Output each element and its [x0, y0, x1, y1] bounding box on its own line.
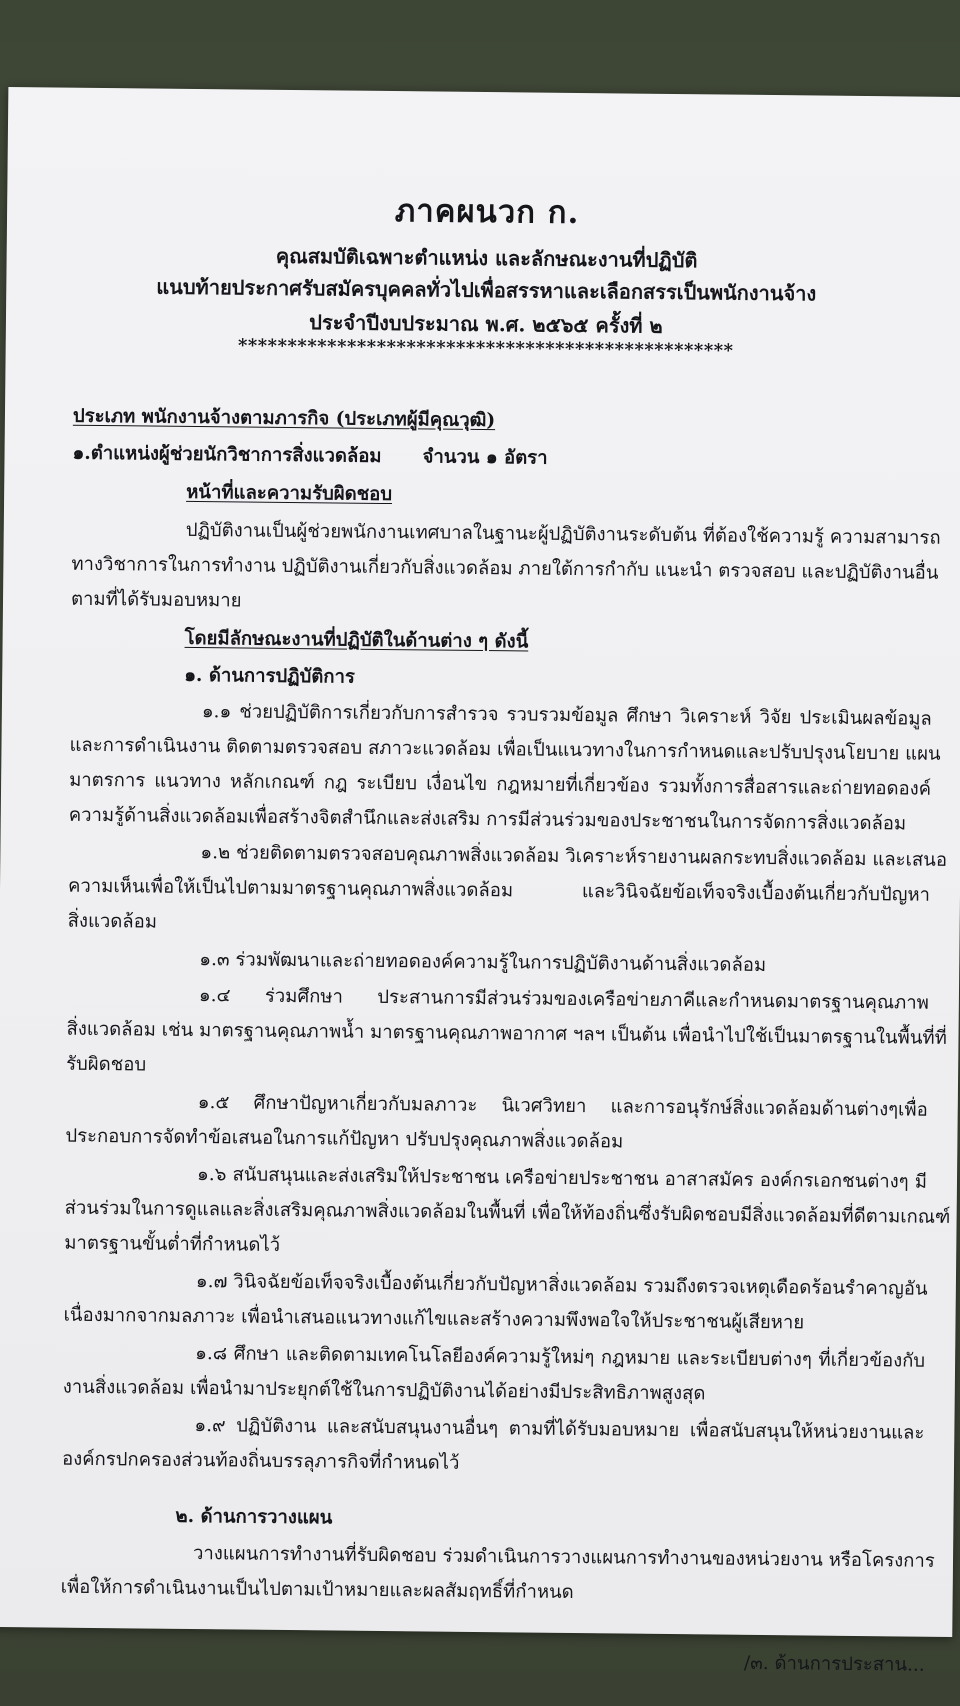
item-1-6-line-2: ส่วนร่วมในการดูแลและสิ่งเสริมคุณภาพสิ่งแวดล้อมในพื้นที่ เพื่อให้ท้องถิ่นซึ่งรับผิดชอบมีสิ่งแวดล้อมที่ดีตามเกณฑ์ — [64, 1197, 951, 1228]
subtitle-qualifications: คุณสมบัติเฉพาะตำแหน่ง และลักษณะงานที่ปฏิบัติ — [275, 243, 698, 273]
section1-heading: ๑. ด้านการปฏิบัติการ — [184, 664, 356, 688]
duties-line-1: ปฏิบัติงานเป็นผู้ช่วยพนักงานเทศบาลในฐานะผู้ปฏิบัติงานระดับต้น ที่ต้องใช้ความรู้ ความสามารถ — [185, 519, 941, 549]
section2-heading: ๒. ด้านการวางแผน — [175, 1505, 333, 1529]
item-1-1-line-3: มาตรการ แนวทาง หลักเกณฑ์ กฎ ระเบียบ เงื่อนไข กฎหมายที่เกี่ยวข้อง รวมทั้งการสื่อสารและถ่ายทอดองค์ — [69, 769, 932, 800]
continuation-note: /๓. ด้านการประสาน... — [743, 1652, 925, 1676]
item-1-5-line-1: ๑.๕ ศึกษาปัญหาเกี่ยวกับมลภาวะ นิเวศวิทยา และการอนุรักษ์สิ่งแวดล้อมด้านต่างๆเพื่อ — [197, 1092, 928, 1121]
item-1-7-line-2: เนื่องมากจากมลภาวะ เพื่อนำเสนอแนวทางแก้ไขและสร้างความพึงพอใจให้ประชาชนผู้เสียหาย — [63, 1304, 805, 1334]
item-1-2-line-3: สิ่งแวดล้อม — [67, 910, 158, 933]
document-title: ภาคผนวก ก. — [394, 193, 580, 232]
item-1-3-line-1: ๑.๓ ร่วมพัฒนาและถ่ายทอดองค์ความรู้ในการปฏิบัติงานด้านสิ่งแวดล้อม — [199, 949, 767, 976]
item-1-1-line-4: ความรู้ด้านสิ่งแวดล้อมเพื่อสร้างจิตสำนึกและส่งเสริม การมีส่วนร่วมของประชาชนในการจัดการสิ่งแวดล้อม — [68, 804, 907, 835]
item-1-2-line-2: ความเห็นเพื่อให้เป็นไปตามมาตรฐานคุณภาพสิ่งแวดล้อม และวินิจฉัยข้อเท็จจริงเบื้องต้นเกี่ยวกับปัญหา — [67, 875, 931, 906]
position-count: จำนวน ๑ อัตรา — [422, 446, 548, 469]
subtitle-announcement: แนบท้ายประกาศรับสมัครบุคคลทั่วไปเพื่อสรรหาและเลือกสรรเป็นพนักงานจ้าง — [156, 274, 817, 306]
item-1-6-line-3: มาตรฐานขั้นต่ำที่กำหนดไว้ — [64, 1232, 281, 1256]
duties-line-2: ทางวิชาการในการทำงาน ปฏิบัติงานเกี่ยวกับสิ่งแวดล้อม ภายใต้การกำกับ แนะนำ ตรวจสอบ และปฏิบัติงานอื่น — [71, 553, 939, 584]
item-1-9-line-1: ๑.๙ ปฏิบัติงาน และสนับสนุนงานอื่นๆ ตามที่ได้รับมอบหมาย เพื่อสนับสนุนให้หน่วยงานและ — [194, 1415, 925, 1444]
item-1-8-line-2: งานสิ่งแวดล้อม เพื่อนำมาประยุกต์ใช้ในการปฏิบัติงานได้อย่างมีประสิทธิภาพสูงสุด — [62, 1376, 706, 1405]
position-title: ๑.ตำแหน่งผู้ช่วยนักวิชาการสิ่งแวดล้อม — [72, 442, 382, 467]
employee-category: ประเภท พนักงานจ้างตามภารกิจ (ประเภทผู้มีคุณวุฒิ) — [72, 405, 496, 432]
item-1-9-line-2: องค์กรปกครองส่วนท้องถิ่นบรรลุภารกิจที่กำหนดไว้ — [61, 1448, 460, 1474]
subtitle-fiscal-year: ประจำปีงบประมาณ พ.ศ. ๒๕๖๕ ครั้งที่ ๒ — [309, 310, 663, 338]
item-1-4-line-2: สิ่งแวดล้อม เช่น มาตรฐานคุณภาพน้ำ มาตรฐานคุณภาพอากาศ ฯลฯ เป็นต้น เพื่อนำไปใช้เป็นมาตรฐานในพื้นที่ที่ — [66, 1018, 947, 1049]
characteristics-heading: โดยมีลักษณะงานที่ปฏิบัติในด้านต่าง ๆ ดังนี้ — [184, 627, 529, 653]
duties-line-3: ตามที่ได้รับมอบหมาย — [70, 588, 242, 612]
item-1-1-line-2: และการดำเนินงาน ติดตามตรวจสอบ สภาวะแวดล้อม เพื่อเป็นแนวทางในการกำหนดและปรับปรุงนโยบาย แผน — [69, 734, 941, 765]
item-1-8-line-1: ๑.๘ ศึกษา และติดตามเทคโนโลยีองค์ความรู้ใหม่ๆ กฎหมาย และระเบียบต่างๆ ที่เกี่ยวข้องกับ — [195, 1343, 926, 1372]
item-1-7-line-1: ๑.๗ วินิจฉัยข้อเท็จจริงเบื้องต้นเกี่ยวกับปัญหาสิ่งแวดล้อม รวมถึงตรวจเหตุเดือดร้อนรำคาญอัน — [195, 1271, 928, 1300]
document-page — [0, 87, 960, 1676]
item-1-2-line-1: ๑.๒ ช่วยติดตามตรวจสอบคุณภาพสิ่งแวดล้อม วิเคราะห์รายงานผลกระทบสิ่งแวดล้อม และเสนอ — [200, 842, 948, 871]
section2-line-2: เพื่อให้การดำเนินงานเป็นไปตามเป้าหมายและผลสัมฤทธิ์ที่กำหนด — [60, 1576, 574, 1604]
section2-line-1: วางแผนการทำงานที่รับผิดชอบ ร่วมดำเนินการวางแผนการทำงานของหน่วยงาน หรือโครงการ — [192, 1543, 935, 1572]
item-1-4-line-1: ๑.๔ ร่วมศึกษา ประสานการมีส่วนร่วมของเครือข่ายภาคีและกำหนดมาตรฐานคุณภาพ — [198, 985, 929, 1014]
item-1-4-line-3: รับผิดชอบ — [66, 1053, 147, 1076]
item-1-1-line-1: ๑.๑ ช่วยปฏิบัติการเกี่ยวกับการสำรวจ รวบรวมข้อมูล ศึกษา วิเคราะห์ วิจัย ประเมินผลข้อมูล — [201, 701, 932, 730]
duties-heading: หน้าที่และความรับผิดชอบ — [186, 481, 393, 506]
item-1-5-line-2: ประกอบการจัดทำข้อเสนอในการแก้ปัญหา ปรับปรุงคุณภาพสิ่งแวดล้อม — [65, 1125, 624, 1153]
separator-line: ************************************************** — [237, 335, 734, 362]
item-1-6-line-1: ๑.๖ สนับสนุนและส่งเสริมให้ประชาชน เครือข่ายประชาชน อาสาสมัคร องค์กรเอกชนต่างๆ มี — [196, 1164, 928, 1193]
